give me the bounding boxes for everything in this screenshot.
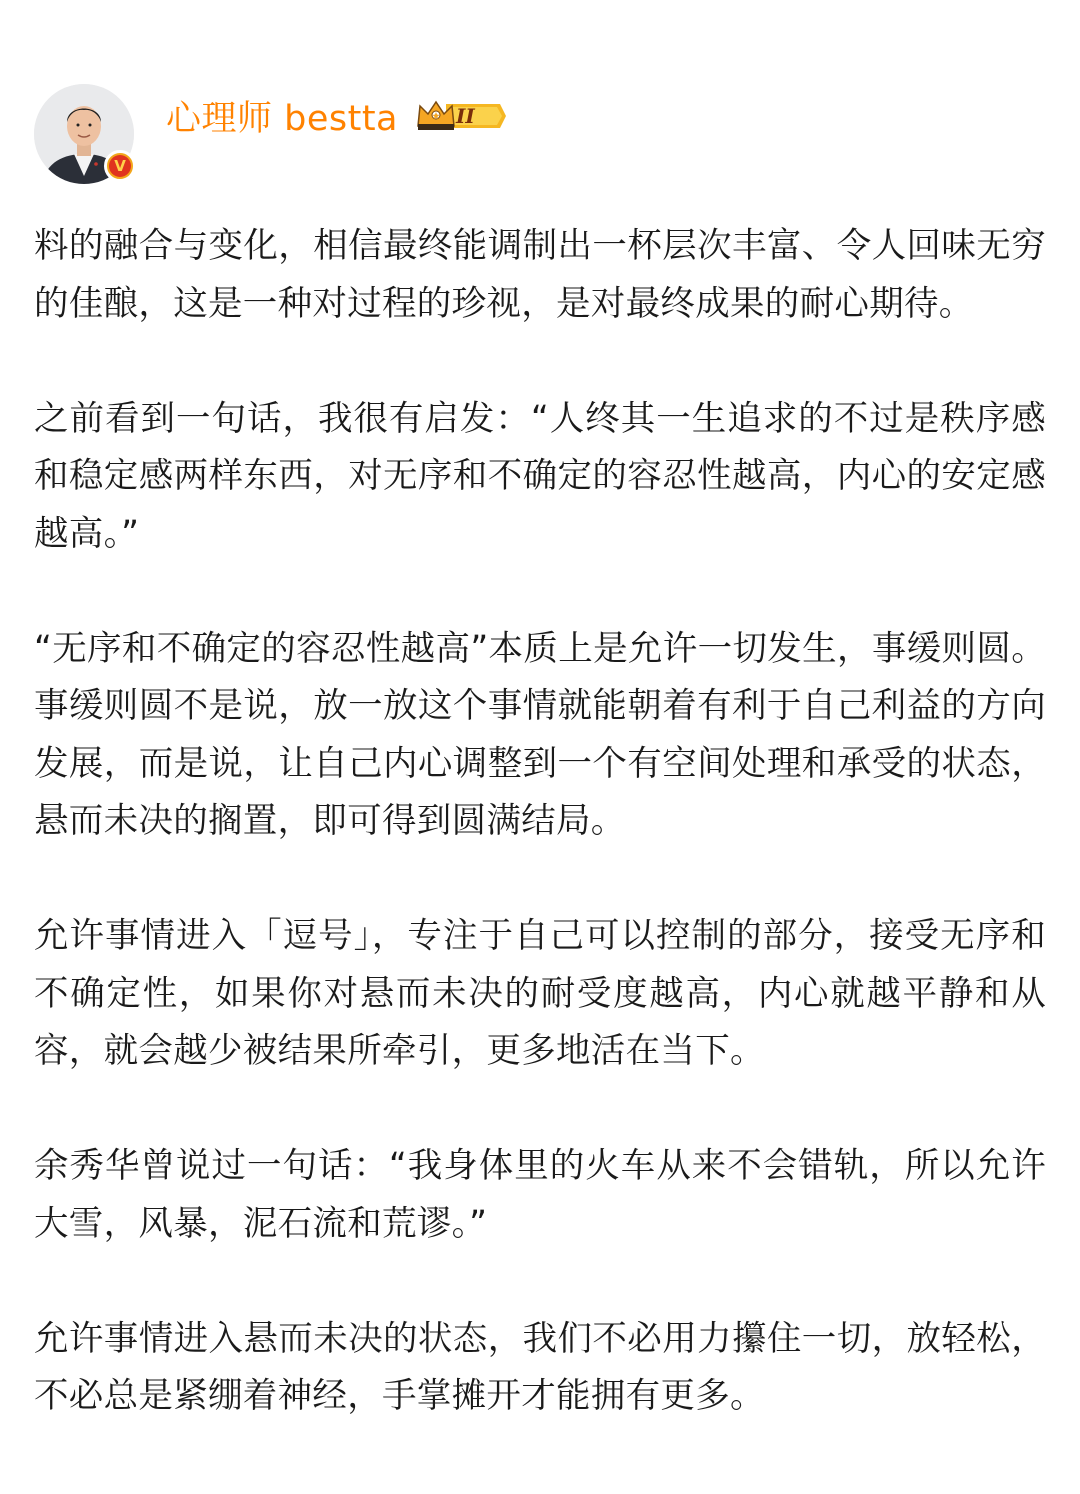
post-paragraph: 之前看到一句话，我很有启发：“人终其一生追求的不过是秩序感和稳定感两样东西，对无序和不确定的容忍性越高，内心的安定感越高。” bbox=[34, 398, 1046, 554]
post-body bbox=[34, 218, 1046, 1426]
username[interactable]: 心理师 bestta bbox=[166, 99, 399, 139]
post-paragraph: 允许事情进入「逗号」，专注于自己可以控制的部分，接受无序和不确定性，如果你对悬而未决的耐受度越高，内心就越平静和从容，就会越少被结果所牵引，更多地活在当下。 bbox=[34, 916, 1046, 1071]
member-level-badge[interactable] bbox=[416, 96, 508, 136]
verified-mark: V bbox=[109, 155, 131, 177]
post-paragraph: 允许事情进入悬而未决的状态，我们不必用力攥住一切，放轻松，不必总是紧绷着神经，手掌摊开才能拥有更多。 bbox=[34, 1318, 1046, 1416]
post-paragraph: “无序和不确定的容忍性越高”本质上是允许一切发生，事缓则圆。事缓则圆不是说，放一放这个事情就能朝着有利于自己利益的方向发展，而是说，让自己内心调整到一个有空间处理和承受的状态，悬而未决的搁置，即可得到圆满结局。 bbox=[34, 628, 1046, 841]
post-paragraph: 料的融合与变化，相信最终能调制出一杯层次丰富、令人回味无穷的佳酿，这是一种对过程的珍视，是对最终成果的耐心期待。 bbox=[34, 226, 1046, 324]
avatar[interactable] bbox=[34, 84, 134, 184]
post-header bbox=[34, 84, 1034, 188]
author-name-row bbox=[166, 94, 508, 138]
post-paragraph: 余秀华曾说过一句话：“我身体里的火车从来不会错轨，所以允许大雪，风暴，泥石流和荒谬。” bbox=[34, 1146, 1046, 1244]
verified-badge-icon bbox=[104, 150, 136, 182]
